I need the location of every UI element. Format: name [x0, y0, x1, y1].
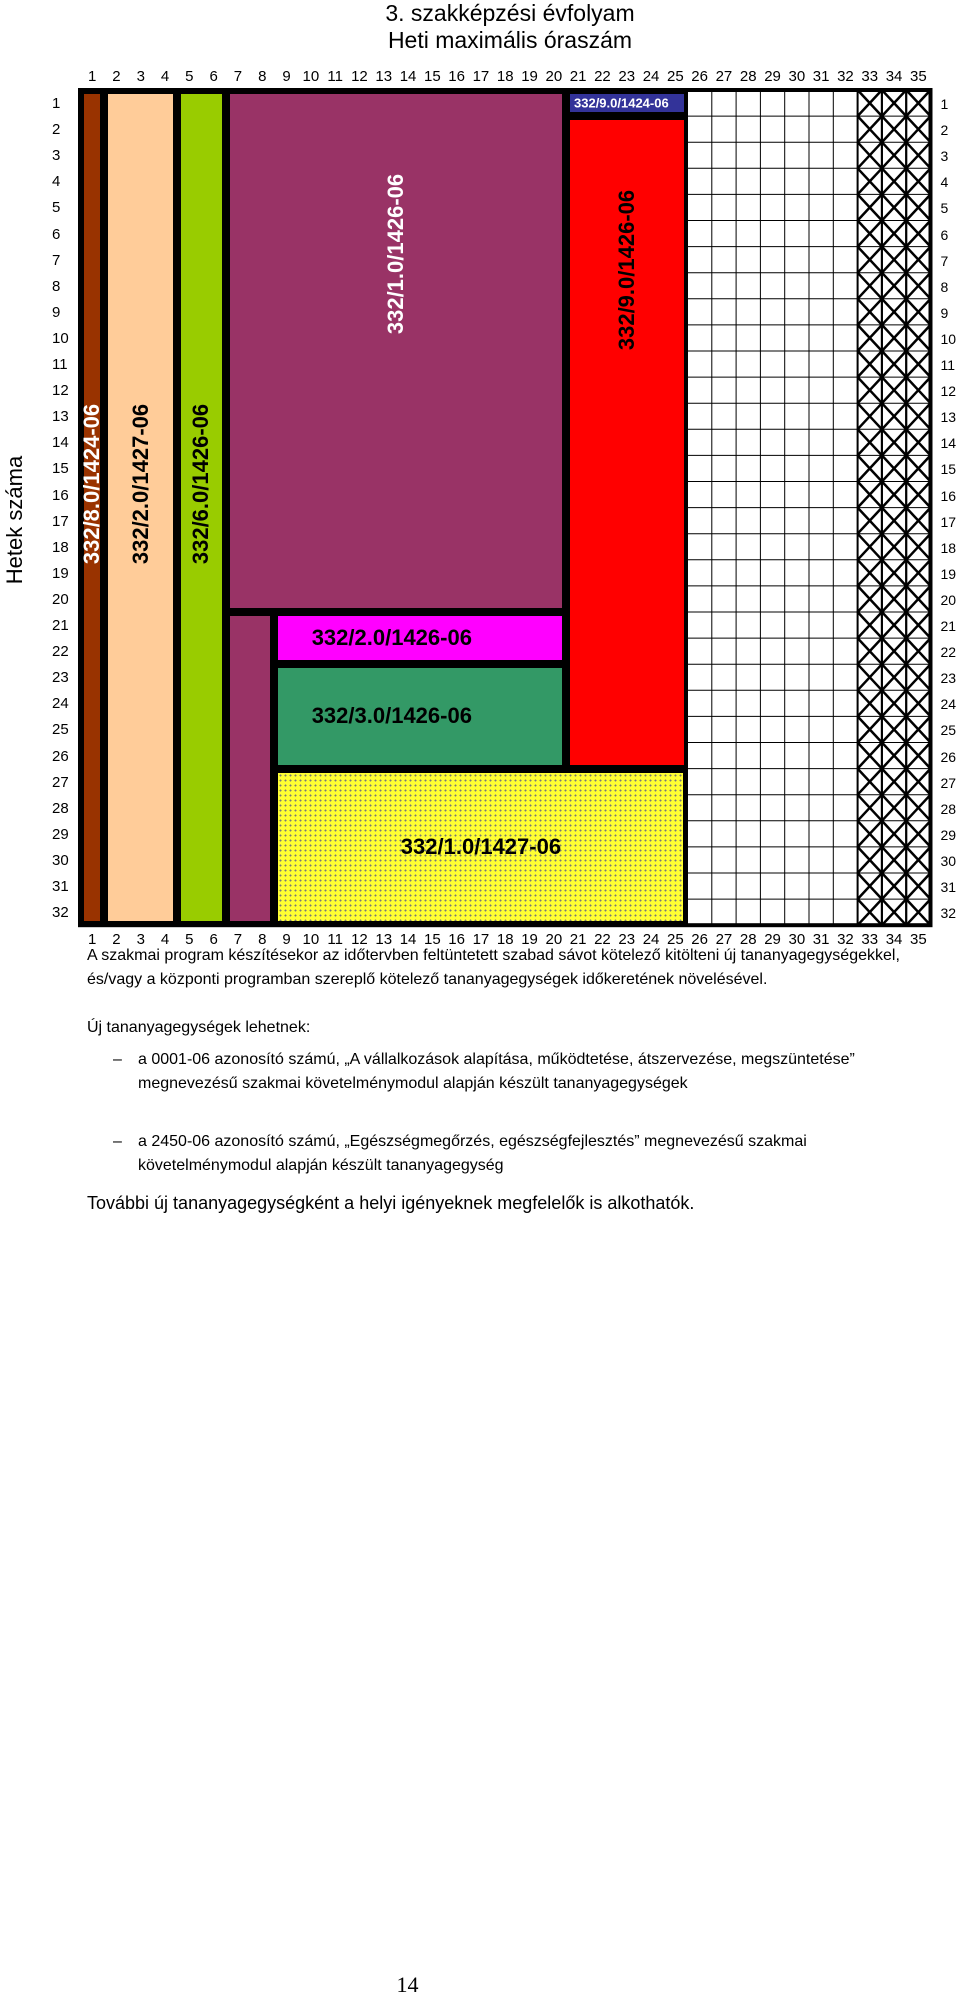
- block-label: 332/1.0/1427-06: [400, 833, 562, 859]
- row-number-left: 15: [52, 460, 69, 478]
- y-axis-label: Hetek száma: [2, 455, 27, 585]
- timetable-block: [226, 90, 566, 612]
- column-number-bottom: 10: [302, 931, 320, 949]
- row-number-left: 26: [52, 747, 69, 765]
- column-number-bottom: 21: [569, 931, 587, 949]
- column-number-top: 32: [837, 68, 854, 85]
- column-number-top: 30: [788, 68, 806, 85]
- timetable-chart: [0, 0, 960, 960]
- column-number-bottom: 9: [282, 931, 291, 949]
- column-number-bottom: 11: [327, 931, 343, 949]
- column-number-bottom: 30: [788, 931, 806, 949]
- row-number-left: 20: [52, 590, 69, 608]
- column-number-top: 34: [885, 68, 903, 85]
- column-number-bottom: 29: [764, 931, 781, 949]
- column-number-top: 26: [691, 68, 708, 85]
- column-number-bottom: 15: [423, 931, 441, 949]
- row-number-left: 25: [52, 721, 69, 739]
- column-number-bottom: 5: [185, 931, 194, 949]
- column-number-top: 11: [327, 68, 343, 85]
- row-number-left: 21: [52, 617, 69, 634]
- column-number-bottom: 26: [691, 931, 708, 949]
- row-number-right: 17: [940, 513, 957, 530]
- row-number-left: 23: [52, 669, 69, 687]
- column-number-bottom: 35: [909, 931, 927, 949]
- timetable-block: [274, 664, 566, 768]
- column-number-bottom: 34: [885, 931, 903, 949]
- column-number-top: 5: [185, 68, 194, 85]
- column-number-bottom: 24: [642, 931, 660, 949]
- row-number-right: 3: [940, 148, 949, 165]
- timetable-block: [566, 116, 688, 769]
- row-number-right: 12: [940, 383, 957, 400]
- row-number-left: 4: [52, 173, 61, 191]
- column-number-top: 35: [909, 68, 927, 85]
- block-label: 332/2.0/1426-06: [311, 625, 472, 651]
- row-number-left: 27: [52, 773, 69, 791]
- column-number-bottom: 3: [136, 931, 145, 949]
- column-number-top: 17: [472, 68, 490, 85]
- column-number-top: 21: [569, 68, 587, 85]
- row-number-left: 3: [52, 147, 61, 165]
- column-number-bottom: 14: [399, 931, 417, 949]
- row-number-right: 7: [940, 252, 949, 269]
- column-number-top: 27: [715, 68, 733, 85]
- bullet-marker: –: [113, 1051, 122, 1068]
- block-label: 332/8.0/1424-06: [79, 403, 105, 565]
- row-number-left: 5: [52, 199, 61, 217]
- row-number-left: 29: [52, 825, 69, 843]
- column-number-bottom: 16: [448, 931, 465, 949]
- column-number-bottom: 6: [209, 931, 218, 949]
- row-number-left: 17: [52, 512, 69, 530]
- column-number-bottom: 18: [496, 931, 514, 949]
- row-number-right: 23: [940, 670, 957, 687]
- row-number-left: 16: [52, 486, 69, 504]
- row-number-right: 2: [940, 122, 949, 139]
- column-number-top: 20: [545, 68, 563, 85]
- chart-title: 3. szakképzési évfolyam: [385, 0, 635, 26]
- row-number-left: 24: [52, 695, 69, 713]
- row-number-left: 11: [52, 356, 68, 373]
- row-number-left: 18: [52, 538, 69, 556]
- column-number-top: 22: [594, 68, 611, 85]
- row-number-right: 11: [940, 357, 956, 373]
- row-number-right: 19: [940, 565, 957, 582]
- column-number-bottom: 27: [715, 931, 733, 949]
- column-number-top: 8: [258, 68, 267, 85]
- column-number-top: 9: [282, 68, 291, 85]
- column-number-bottom: 2: [112, 931, 121, 949]
- row-number-left: 9: [52, 303, 61, 321]
- block-label: 332/1.0/1426-06: [382, 173, 408, 335]
- column-number-bottom: 12: [351, 931, 368, 949]
- column-number-top: 7: [233, 68, 243, 85]
- row-number-right: 13: [940, 409, 957, 426]
- column-number-top: 1: [87, 68, 97, 85]
- timetable-block: [80, 90, 104, 925]
- column-number-top: 10: [302, 68, 320, 85]
- row-number-right: 26: [940, 748, 957, 765]
- timetable-block: [274, 769, 687, 926]
- row-number-left: 31: [52, 878, 69, 895]
- note-paragraph: A szakmai program készítésekor az időtervben feltüntetett szabad sávot kötelező kitölteni új tananyagegységekkel, és/vagy a központi programban szereplő kötelező tananyagegységek időkeretének növelésével.: [87, 947, 900, 988]
- column-number-bottom: 8: [258, 931, 267, 949]
- block-label: 332/9.0/1424-06: [574, 95, 669, 111]
- column-number-bottom: 1: [87, 931, 97, 949]
- row-number-right: 29: [940, 826, 957, 843]
- block-label: 332/2.0/1427-06: [127, 403, 153, 565]
- column-number-top: 29: [764, 68, 781, 85]
- row-number-left: 30: [52, 851, 69, 869]
- row-number-right: 24: [940, 696, 957, 713]
- timetable-block: [566, 90, 688, 116]
- column-number-bottom: 17: [472, 931, 490, 949]
- column-number-bottom: 33: [861, 931, 879, 949]
- row-number-left: 32: [52, 904, 69, 922]
- row-number-left: 2: [52, 121, 61, 139]
- block-label: 332/9.0/1426-06: [613, 189, 639, 351]
- column-number-top: 4: [160, 68, 170, 85]
- column-number-top: 13: [375, 68, 393, 85]
- bullet-item: a 0001-06 azonosító számú, „A vállalkozások alapítása, működtetése, átszervezése, megszüntetése” megnevezésű szakmai követelménymodul alapján készült tananyagegységek: [138, 1051, 855, 1092]
- column-number-top: 33: [861, 68, 879, 85]
- timetable-block: [177, 90, 226, 925]
- row-number-left: 12: [52, 382, 69, 400]
- column-number-bottom: 7: [233, 931, 243, 949]
- row-number-left: 14: [52, 434, 69, 452]
- row-number-right: 30: [940, 852, 957, 869]
- row-number-left: 22: [52, 643, 69, 661]
- row-number-right: 4: [940, 174, 949, 191]
- page-number: 14: [396, 1972, 419, 1997]
- row-number-right: 21: [940, 618, 957, 634]
- row-number-right: 31: [940, 879, 957, 895]
- column-number-bottom: 4: [160, 931, 170, 949]
- bullet-item: a 2450-06 azonosító számú, „Egészségmegőrzés, egészségfejlesztés” megnevezésű szakmai követelménymodul alapján készült tananyagegység: [138, 1133, 807, 1174]
- timetable-block: [104, 90, 177, 925]
- column-number-top: 24: [642, 68, 660, 85]
- row-number-right: 25: [940, 722, 957, 739]
- column-number-top: 2: [112, 68, 121, 85]
- column-number-bottom: 20: [545, 931, 563, 949]
- row-number-right: 14: [940, 435, 957, 452]
- column-number-top: 25: [666, 68, 684, 85]
- row-number-right: 5: [940, 200, 949, 217]
- column-number-top: 14: [399, 68, 417, 85]
- column-number-top: 23: [618, 68, 636, 85]
- bullet-marker: –: [113, 1133, 122, 1150]
- column-number-top: 6: [209, 68, 218, 85]
- block-label: 332/3.0/1426-06: [311, 703, 472, 729]
- closing-sentence: További új tananyagegységként a helyi igényeknek megfelelők is alkothatók.: [87, 1193, 695, 1213]
- row-number-left: 6: [52, 225, 61, 243]
- row-number-right: 6: [940, 226, 949, 243]
- row-number-left: 19: [52, 564, 69, 582]
- row-number-right: 9: [940, 304, 949, 321]
- column-number-top: 16: [448, 68, 465, 85]
- row-number-right: 32: [940, 905, 957, 922]
- row-number-right: 22: [940, 644, 957, 661]
- column-number-bottom: 19: [521, 931, 538, 949]
- row-number-left: 13: [52, 408, 69, 426]
- column-number-top: 15: [423, 68, 441, 85]
- column-number-bottom: 28: [739, 931, 757, 949]
- row-number-right: 8: [940, 278, 949, 295]
- column-number-bottom: 23: [618, 931, 636, 949]
- row-number-right: 27: [940, 774, 957, 791]
- chart-subtitle: Heti maximális óraszám: [387, 27, 633, 53]
- timetable-block: [274, 612, 566, 664]
- column-number-bottom: 13: [375, 931, 393, 949]
- column-number-bottom: 25: [666, 931, 684, 949]
- column-number-top: 28: [739, 68, 757, 85]
- row-number-right: 20: [940, 591, 957, 608]
- column-number-top: 12: [351, 68, 368, 85]
- timetable-block: [226, 612, 275, 925]
- row-number-right: 15: [940, 461, 957, 478]
- column-number-top: 19: [521, 68, 538, 85]
- block-label: 332/6.0/1426-06: [188, 403, 214, 565]
- column-number-bottom: 22: [594, 931, 611, 949]
- row-number-right: 10: [940, 330, 957, 347]
- row-number-right: 16: [940, 487, 957, 504]
- row-number-right: 18: [940, 539, 957, 556]
- column-number-bottom: 32: [837, 931, 854, 949]
- row-number-right: 1: [940, 96, 949, 112]
- row-number-left: 8: [52, 277, 61, 295]
- row-number-left: 28: [52, 799, 69, 817]
- row-number-left: 7: [52, 251, 61, 269]
- note-intro: Új tananyagegységek lehetnek:: [87, 1019, 311, 1036]
- row-number-right: 28: [940, 800, 957, 817]
- column-number-top: 18: [496, 68, 514, 85]
- column-number-top: 31: [812, 68, 830, 85]
- row-number-left: 10: [52, 329, 69, 347]
- column-number-bottom: 31: [812, 931, 830, 949]
- row-number-left: 1: [52, 95, 61, 112]
- column-number-top: 3: [136, 68, 145, 85]
